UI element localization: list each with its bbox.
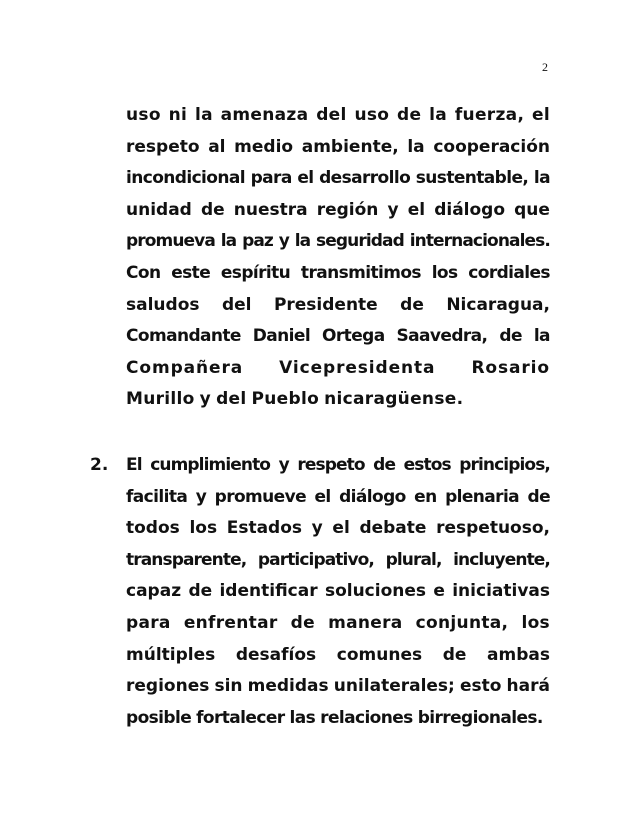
paragraph-line <box>126 132 550 164</box>
word: para <box>250 168 292 189</box>
word: medidas <box>247 676 329 697</box>
word: medio <box>234 136 294 157</box>
word: incluyente, <box>453 549 550 570</box>
word: y <box>195 486 207 507</box>
word: birregionales. <box>417 707 543 728</box>
word: de <box>397 105 422 125</box>
word: respeto <box>297 455 365 475</box>
word: el <box>314 486 331 507</box>
word: enfrentar <box>183 612 278 633</box>
word: transparente, <box>126 549 247 570</box>
word: manera <box>328 612 403 633</box>
list-item-line <box>126 482 550 514</box>
word: Nicaragua, <box>446 294 550 315</box>
word: el <box>332 518 350 539</box>
word: Comandante <box>126 326 241 347</box>
word: y <box>278 231 289 252</box>
paragraph-line <box>126 321 550 353</box>
word: principios, <box>459 455 550 475</box>
word: soluciones <box>324 581 427 602</box>
word: amenaza <box>220 105 309 125</box>
word: unidad <box>126 199 192 220</box>
paragraph-line <box>126 163 550 195</box>
word: la <box>194 105 213 125</box>
word: sustentable, <box>415 168 529 189</box>
word: la <box>407 136 425 157</box>
word: de <box>400 294 424 315</box>
list-item-2-text <box>126 450 550 734</box>
word: múltiples <box>126 644 216 665</box>
word: fuerza, <box>454 105 525 125</box>
word: incondicional <box>126 168 245 189</box>
list-item-line <box>126 671 550 703</box>
paragraph-1 <box>126 100 550 416</box>
word: hará <box>506 676 550 697</box>
word: debate <box>359 518 427 539</box>
word: estos <box>403 455 451 475</box>
word: paz <box>242 231 273 252</box>
word: saludos <box>126 294 200 315</box>
word: uso <box>354 105 390 125</box>
word: esto <box>459 676 502 697</box>
word: del <box>221 294 252 315</box>
word: los <box>521 612 550 633</box>
list-item-line <box>126 513 550 545</box>
word: promueva <box>126 231 215 252</box>
word: Presidente <box>273 294 378 315</box>
word: de <box>200 199 225 220</box>
word: la <box>429 105 448 125</box>
word: seguridad <box>316 231 404 252</box>
word: internacionales. <box>409 231 550 252</box>
word: en <box>414 486 437 507</box>
paragraph-line <box>126 226 550 258</box>
word: el <box>407 199 426 220</box>
list-item-line <box>126 608 550 640</box>
word: de <box>290 612 315 633</box>
word: Murillo <box>126 389 195 410</box>
word: y <box>199 389 212 410</box>
word: todos <box>126 518 180 539</box>
word: y <box>278 455 289 475</box>
list-item-marker: 2. <box>90 455 109 475</box>
list-item-line <box>126 545 550 577</box>
word: del <box>216 389 247 410</box>
word: Ortega <box>322 326 385 347</box>
word: de <box>527 486 550 507</box>
word: respeto <box>126 136 200 157</box>
word: las <box>289 707 316 728</box>
word: de <box>442 644 467 665</box>
word: participativo, <box>257 549 374 570</box>
word: Saavedra, <box>396 326 488 347</box>
word: el <box>297 168 314 189</box>
word: Con <box>126 262 161 283</box>
word: facilita <box>126 486 188 507</box>
word: capaz <box>126 581 182 602</box>
word: y <box>311 518 323 539</box>
word: diálogo <box>434 199 506 220</box>
word: plural, <box>385 549 442 570</box>
word: diálogo <box>339 486 406 507</box>
word: cumplimiento <box>150 455 271 475</box>
paragraph-line <box>126 290 550 322</box>
word: de <box>373 455 396 475</box>
word: ambiente, <box>301 136 399 157</box>
word: nuestra <box>233 199 308 220</box>
word: regiones <box>126 676 210 697</box>
word: plenaria <box>445 486 520 507</box>
list-item-line <box>126 576 550 608</box>
word: fortalecer <box>196 707 285 728</box>
paragraph-line <box>126 100 550 132</box>
word: del <box>316 105 347 125</box>
word: para <box>126 612 171 633</box>
word: posible <box>126 707 192 728</box>
word: la <box>533 326 550 347</box>
word: desarrollo <box>319 168 411 189</box>
list-item-line <box>126 450 550 482</box>
word: ni <box>168 105 188 125</box>
page-number: 2 <box>542 60 548 74</box>
word: región <box>316 199 379 220</box>
word: de <box>499 326 522 347</box>
word: la <box>294 231 311 252</box>
word: sin <box>214 676 243 697</box>
word: Daniel <box>252 326 311 347</box>
word: promueve <box>214 486 307 507</box>
word: cooperación <box>433 136 550 157</box>
word: el <box>532 105 550 125</box>
word: respetuoso, <box>436 518 550 539</box>
word: Pueblo <box>251 389 320 410</box>
word: Vicepresidenta <box>279 357 436 378</box>
word: conjunta, <box>415 612 509 633</box>
word: uso <box>126 105 161 125</box>
paragraph-line <box>126 384 550 416</box>
word: de <box>188 581 213 602</box>
word: y <box>387 199 399 220</box>
word: los <box>189 518 218 539</box>
word: nicaragüense. <box>324 389 464 410</box>
word: transmitimos <box>300 262 421 283</box>
word: la <box>220 231 237 252</box>
word: identificar <box>219 581 318 602</box>
word: relaciones <box>320 707 413 728</box>
paragraph-line <box>126 258 550 290</box>
word: los <box>431 262 458 283</box>
word: unilaterales; <box>333 676 455 697</box>
paragraph-line <box>126 353 550 385</box>
list-item-line <box>126 703 550 735</box>
word: al <box>208 136 226 157</box>
word: espíritu <box>220 262 291 283</box>
word: cordiales <box>468 262 550 283</box>
word: iniciativas <box>452 581 550 602</box>
word: la <box>533 168 550 189</box>
word: comunes <box>336 644 423 665</box>
list-item-line <box>126 640 550 672</box>
word: ambas <box>487 644 550 665</box>
paragraph-line <box>126 195 550 227</box>
word: este <box>171 262 211 283</box>
word: Rosario <box>471 357 550 378</box>
word: desafíos <box>235 644 317 665</box>
word: que <box>514 199 550 220</box>
word: Estados <box>226 518 303 539</box>
word: El <box>126 455 142 475</box>
word: Compañera <box>126 357 244 378</box>
word: e <box>433 581 445 602</box>
